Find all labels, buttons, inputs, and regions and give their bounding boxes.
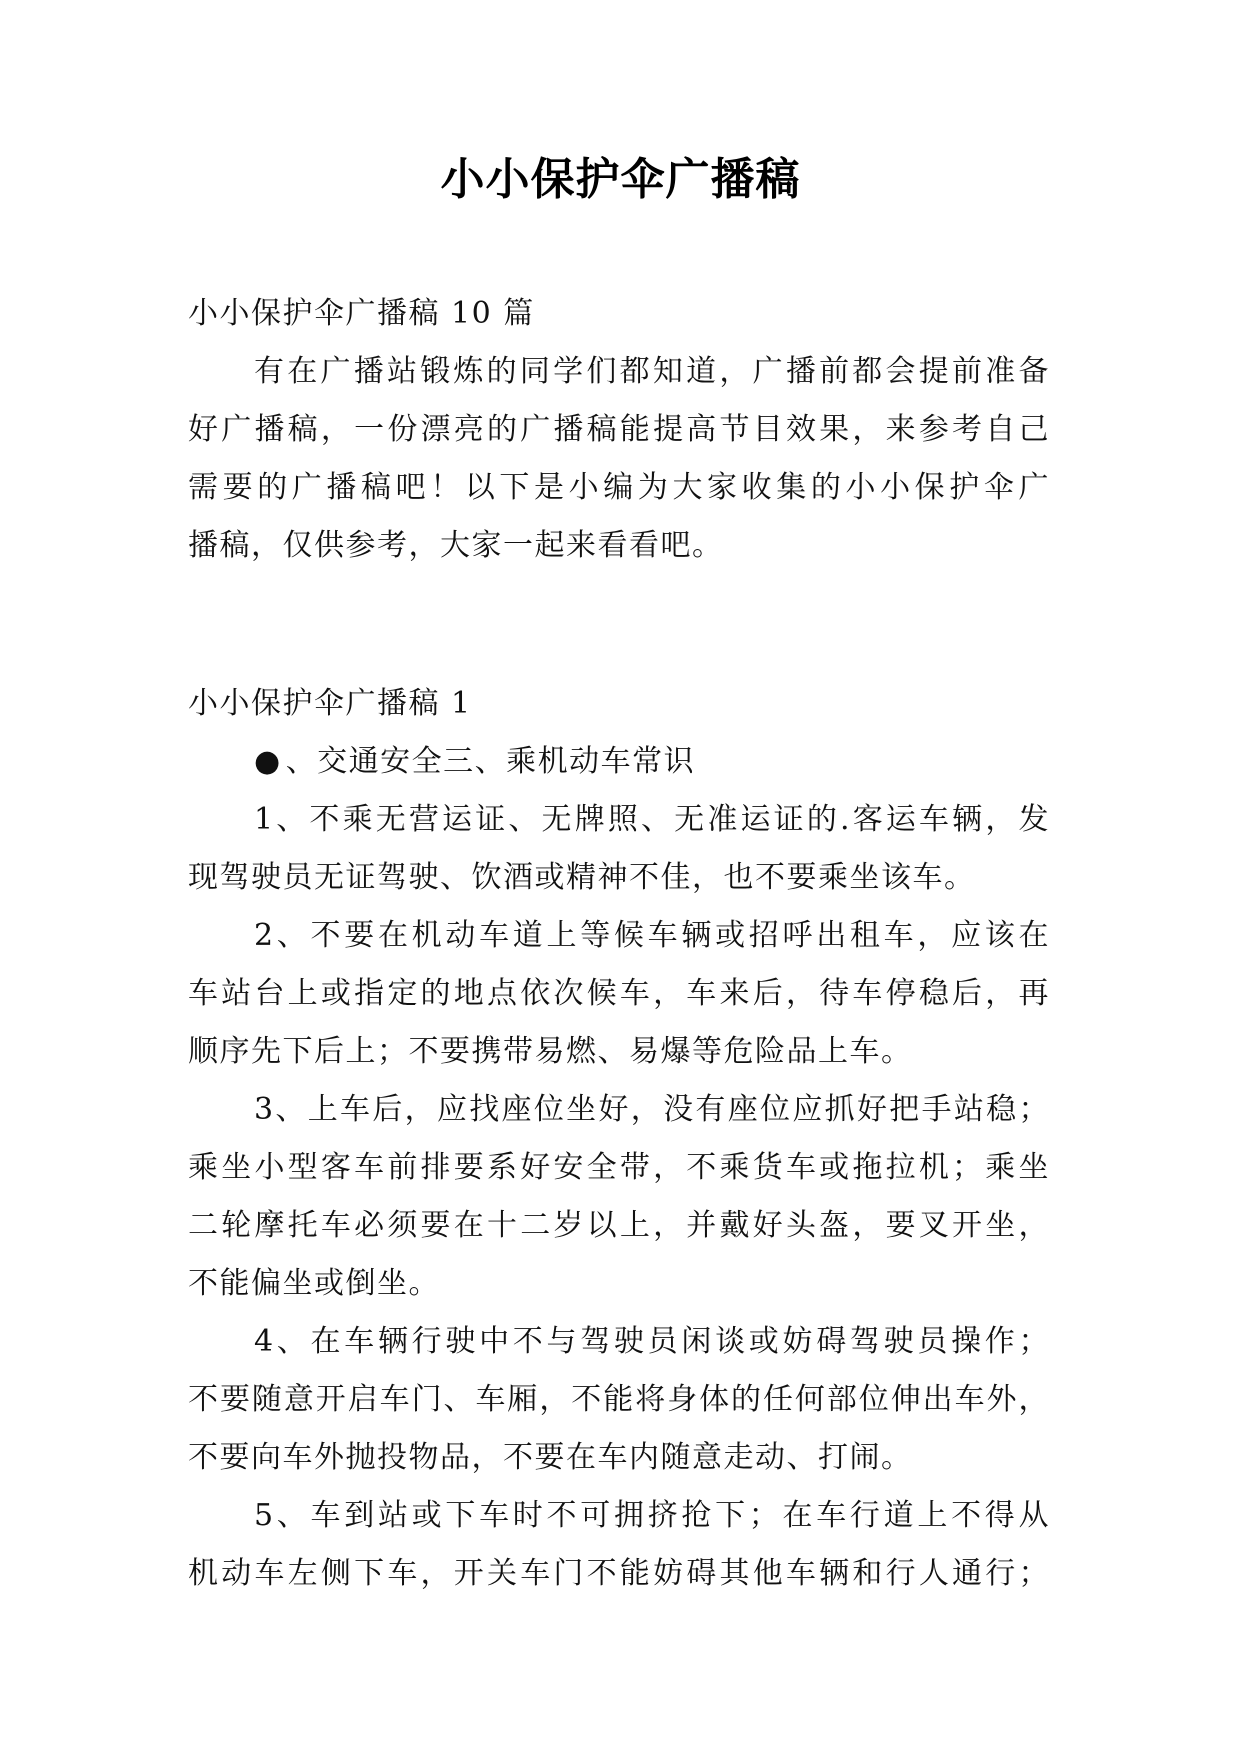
item-line: 二轮摩托车必须要在十二岁以上，并戴好头盔，要叉开坐， (188, 1208, 1050, 1243)
item-line: 顺序先下后上；不要携带易燃、易爆等危险品上车。 (188, 1034, 913, 1069)
section-heading: 小小保护伞广播稿 1 (188, 686, 472, 721)
item-line: 4、在车辆行驶中不与驾驶员闲谈或妨碍驾驶员操作； (254, 1324, 1050, 1359)
item-line: 不能偏坐或倒坐。 (188, 1266, 440, 1301)
item-line: 3、上车后，应找座位坐好，没有座位应抓好把手站稳； (254, 1092, 1050, 1127)
intro-line: 好广播稿，一份漂亮的广播稿能提高节目效果，来参考自己 (188, 412, 1050, 447)
item-line: 1、不乘无营运证、无牌照、无准运证的.客运车辆，发 (254, 802, 1050, 837)
item-line: 不要随意开启车门、车厢，不能将身体的任何部位伸出车外， (188, 1382, 1050, 1417)
section-gap (188, 575, 1050, 675)
intro-line: 播稿，仅供参考，大家一起来看看吧。 (188, 528, 724, 563)
item-line: 5、车到站或下车时不可拥挤抢下；在车行道上不得从 (254, 1498, 1050, 1533)
item-line: 乘坐小型客车前排要系好安全带，不乘货车或拖拉机；乘坐 (188, 1150, 1050, 1185)
document-body (188, 285, 1050, 1603)
document-title: 小小保护伞广播稿 (440, 154, 801, 205)
intro-line: 有在广播站锻炼的同学们都知道，广播前都会提前准备 (254, 354, 1050, 389)
item-line: 2、不要在机动车道上等候车辆或招呼出租车，应该在 (254, 918, 1050, 953)
item-line: 机动车左侧下车，开关车门不能妨碍其他车辆和行人通行； (188, 1556, 1050, 1591)
subtitle: 小小保护伞广播稿 10 篇 (188, 296, 535, 331)
item-line: 不要向车外抛投物品，不要在车内随意走动、打闹。 (188, 1440, 913, 1475)
item-line: 现驾驶员无证驾驶、饮酒或精神不佳，也不要乘坐该车。 (188, 860, 976, 895)
bullet-text: 、交通安全三、乘机动车常识 (285, 744, 696, 779)
bullet-icon: ● (254, 744, 282, 779)
bullet-line (188, 733, 1050, 791)
intro-line: 需要的广播稿吧！以下是小编为大家收集的小小保护伞广 (188, 470, 1050, 505)
item-line: 车站台上或指定的地点依次候车，车来后，待车停稳后，再 (188, 976, 1050, 1011)
